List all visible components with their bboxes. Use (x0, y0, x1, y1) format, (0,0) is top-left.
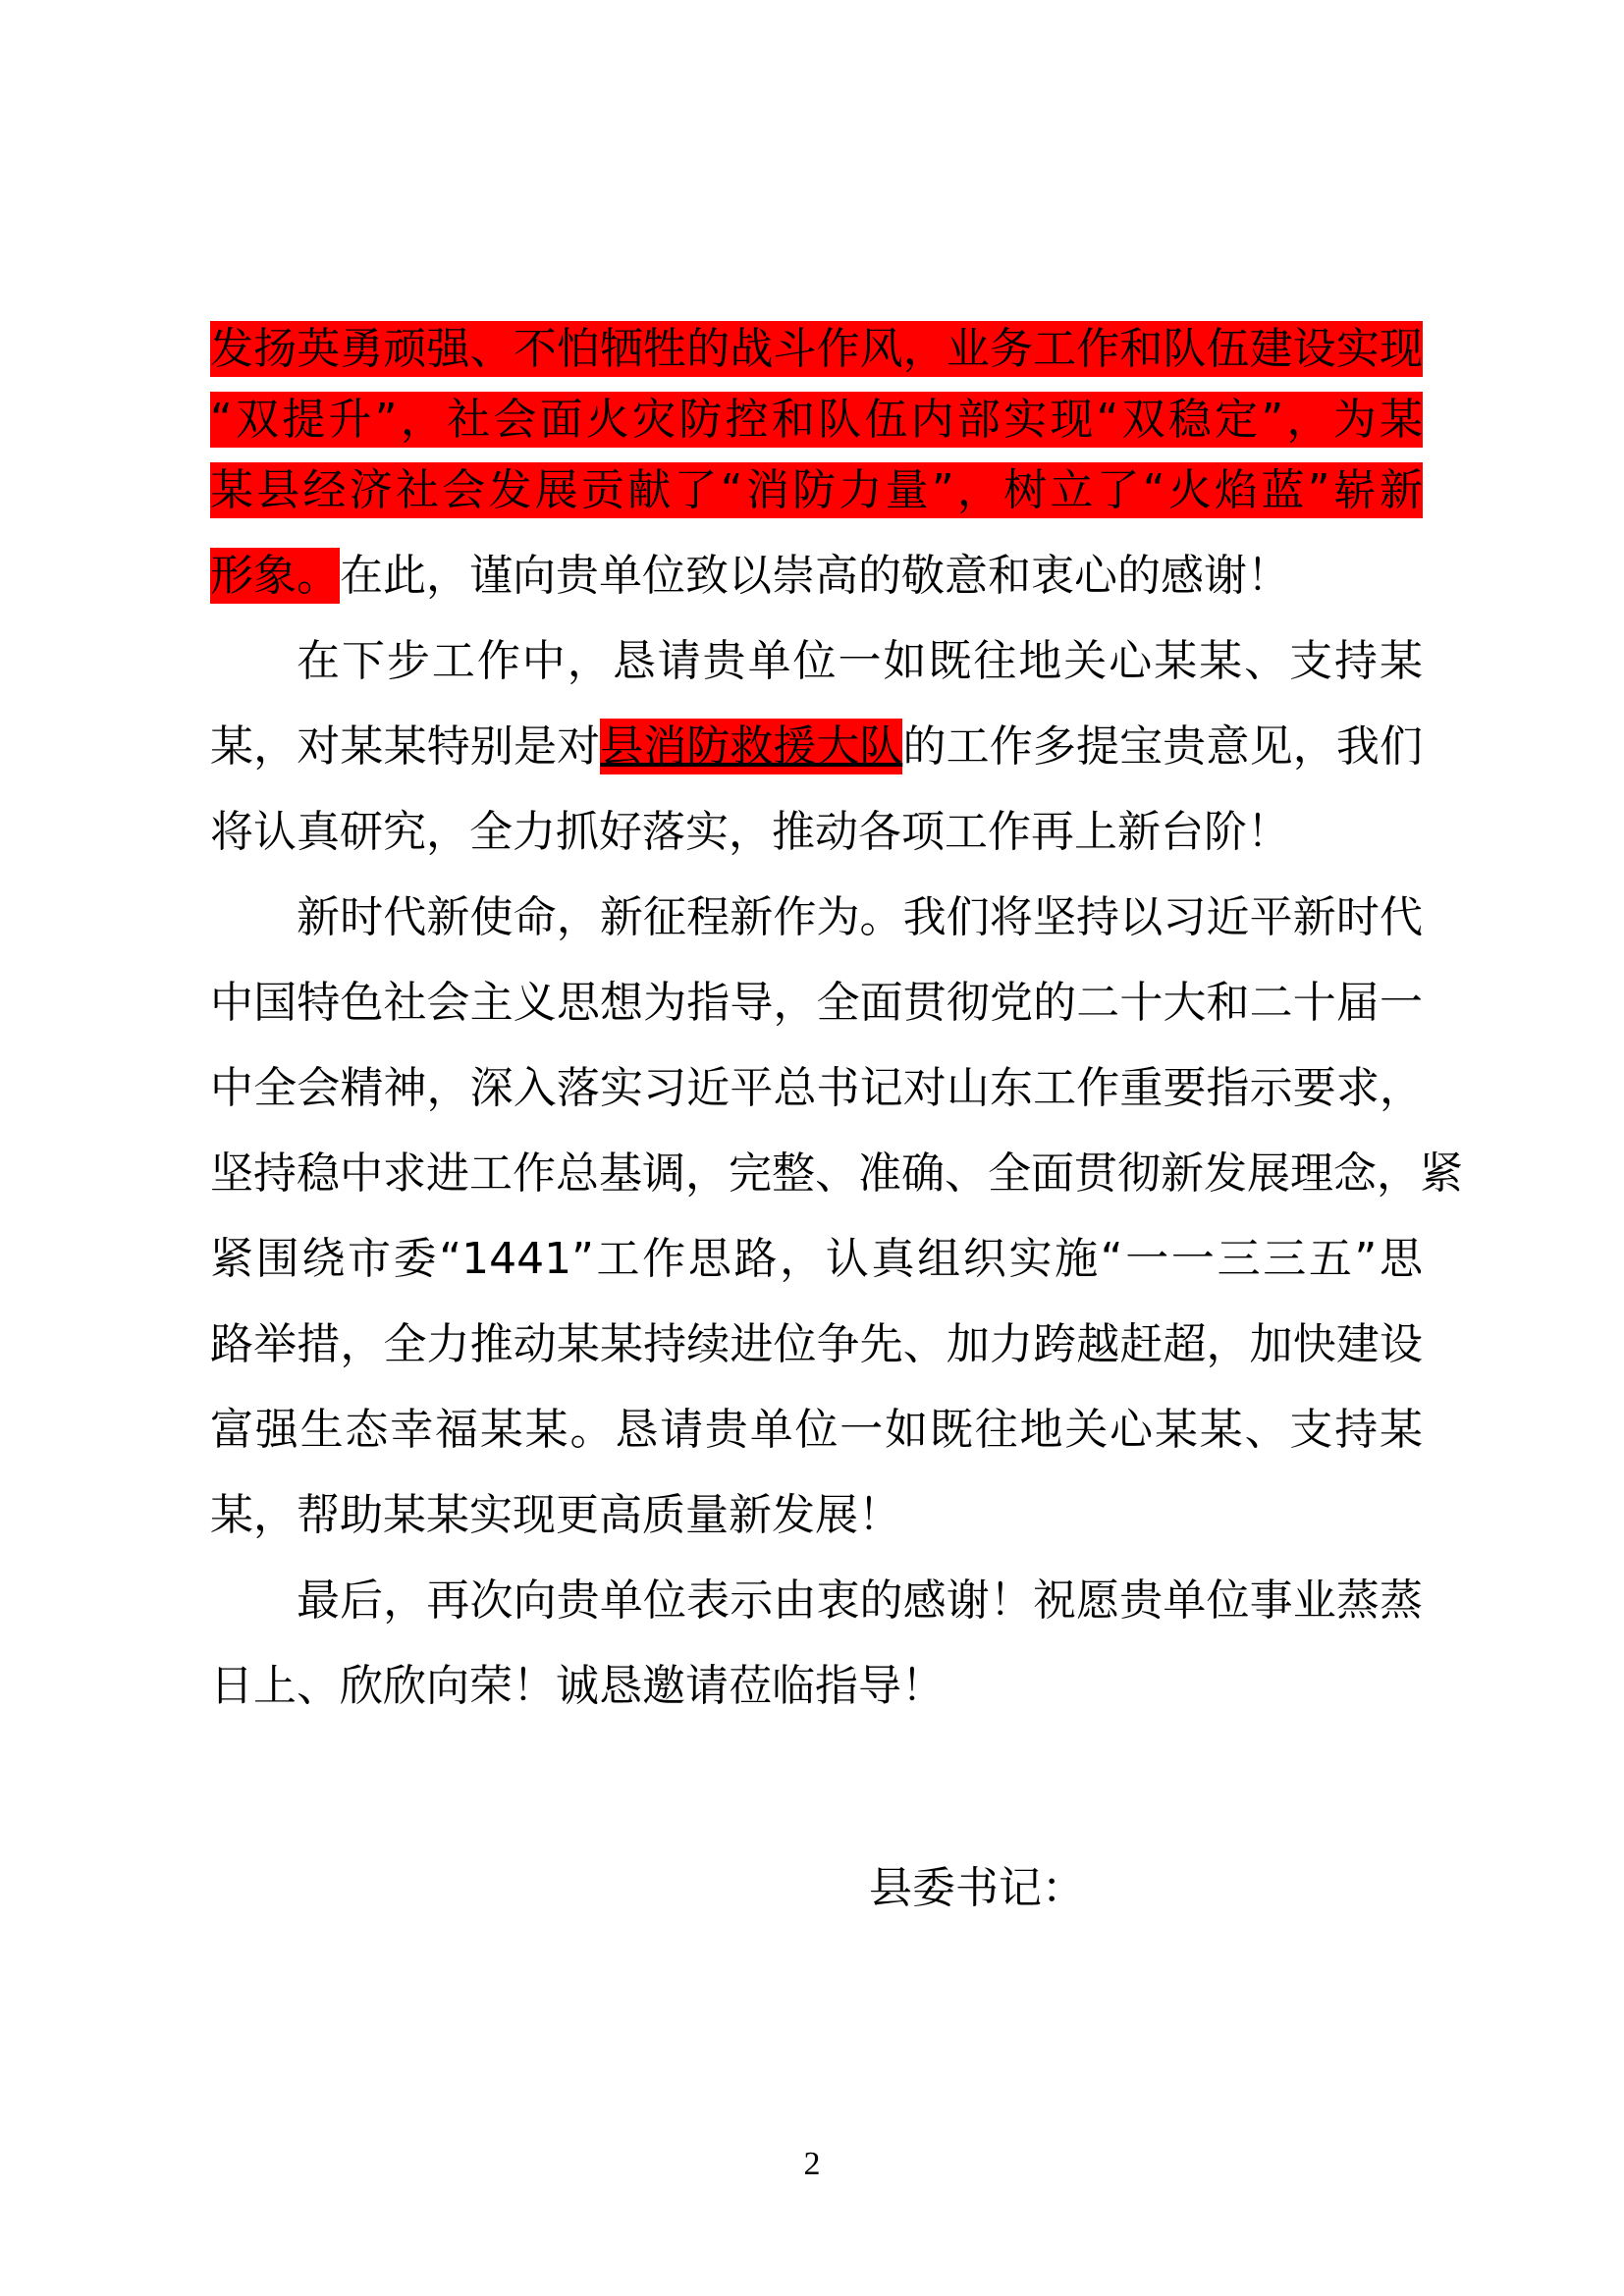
text-line: 紧围绕市委“1441”工作思路，认真组织实施“一一三三五”思 (210, 1234, 1423, 1284)
text-segment: 的工作多提宝贵意见，我们 (902, 721, 1424, 772)
paragraph-first-line: 在下步工作中，恳请贵单位一如既往地关心某某、支持某 (297, 636, 1423, 686)
text-segment: 某，对某某特别是对 (210, 721, 601, 772)
paragraph-first-line: 最后，再次向贵单位表示由衷的感谢！祝愿贵单位事业蒸蒸 (297, 1575, 1423, 1626)
text-line: 将认真研究，全力抓好落实，推动各项工作再上新台阶！ (210, 807, 1290, 857)
highlighted-line: 发扬英勇顽强、不怕牺牲的战斗作风，业务工作和队伍建设实现 (210, 321, 1423, 377)
text-line: 路举措，全力推动某某持续进位争先、加力跨越赶超，加快建设 (210, 1319, 1423, 1369)
text-segment: 在此，谨向贵单位致以崇高的敬意和衷心的感谢！ (340, 551, 1290, 601)
text-line: 日上、欣欣向荣！诚恳邀请莅临指导！ (210, 1661, 945, 1711)
highlighted-line: “双提升”，社会面火灾防控和队伍内部实现“双稳定”，为某 (210, 392, 1423, 448)
letter-body (210, 306, 1463, 1729)
highlighted-line: 某县经济社会发展贡献了“消防力量”，树立了“火焰蓝”崭新 (210, 462, 1423, 518)
page-number: 2 (803, 2146, 821, 2182)
text-line: 中全会精神，深入落实习近平总书记对山东工作重要指示要求， (210, 1063, 1423, 1113)
text-line (210, 704, 1423, 789)
text-line: 中国特色社会主义思想为指导，全面贯彻党的二十大和二十届一 (210, 978, 1423, 1028)
highlighted-underlined-text: 县消防救援大队 (600, 719, 902, 774)
signature-label: 县委书记： (869, 1863, 1085, 1913)
text-line: 某，帮助某某实现更高质量新发展！ (210, 1490, 901, 1540)
text-line: 坚持稳中求进工作总基调，完整、准确、全面贯彻新发展理念，紧 (210, 1148, 1463, 1199)
text-line (210, 533, 1423, 618)
paragraph-first-line: 新时代新使命，新征程新作为。我们将坚持以习近平新时代 (297, 892, 1423, 942)
text-line: 富强生态幸福某某。恳请贵单位一如既往地关心某某、支持某 (210, 1405, 1423, 1455)
highlighted-text: 形象。 (210, 548, 340, 604)
